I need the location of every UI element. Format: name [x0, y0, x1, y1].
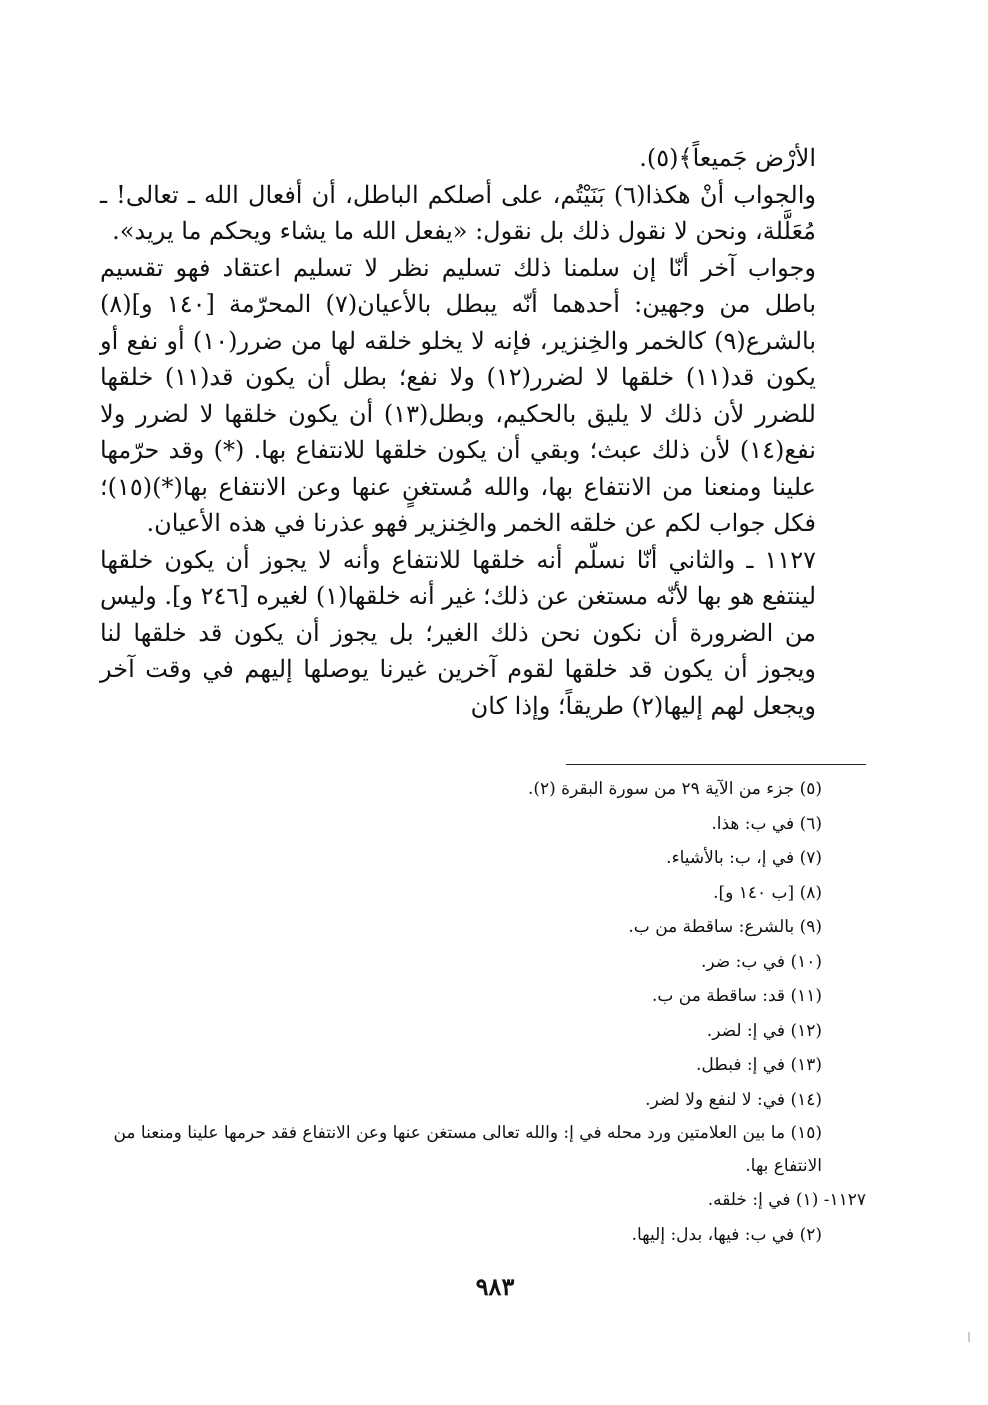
footnote-9: (٩) بالشرع: ساقطة من ب. — [628, 917, 822, 937]
page-number: ٩٨٣ — [475, 1272, 515, 1301]
footnote-8: (٨) [ب ١٤٠ و]. — [713, 882, 822, 903]
footnotes — [96, 772, 866, 1252]
footnote-7: (٧) في إ، ب: بالأشياء. — [666, 848, 822, 868]
footnote-10: (١٠) في ب: ضر. — [701, 951, 822, 972]
main-text — [100, 140, 816, 724]
paragraph-1127: ١١٢٧ ـ والثاني أنّا نسلّم أنه خلقها للانتفاع وأنه لا يجوز أن يكون خلقها لينتفع هو بها لأنّه مستغن عن ذلك؛ غير أنه خلقها(١) لغيره [٢٤٦ و]. وليس من الضرورة أن نكون نحن ذلك الغير؛ بل يجوز أن يكون قد خلقها لنا ويجوز أن يكون قد خلقها لقوم آخرين غيرنا يوصلها إليهم في وقت آخر ويجعل لهم إليها(٢) طريقاً؛ وإذا كان — [100, 545, 817, 720]
paragraph-first-answer: والجواب أنْ هكذا(٦) بَنَيْتُم، على أصلكم الباطل، أن أفعال الله ـ تعالى! ـ مُعَلَّلة، ونحن لا نقول ذلك بل نقول: «يفعل الله ما يشاء ويحكم ما يريد». — [100, 180, 816, 245]
scan-mark — [968, 1332, 970, 1342]
paragraph-verse-end: الأرْض جَميعاً﴾(٥). — [639, 144, 816, 172]
footnote-1127-2: (٢) في ب: فيها، بدل: إليها. — [631, 1224, 822, 1245]
footnote-15: (١٥) ما بين العلامتين ورد محله في إ: والله تعالى مستغن عنها وعن الانتفاع فقد حرمها علينا ومنعنا من الانتفاع بها. — [113, 1123, 822, 1176]
paragraph-second-answer: وجواب آخر أنّا إن سلمنا ذلك تسليم نظر لا تسليم اعتقاد فهو تقسيم باطل من وجهين: أحدهما أنّه يبطل بالأعيان(٧) المحرّمة [١٤٠ و](٨) بالشرع(٩) كالخمر والخِنزير، فإنه لا يخلو خلقه لها من ضرر(١٠) أو نفع أو يكون قد(١١) خلقها لا لضرر(١٢) ولا نفع؛ بطل أن يكون قد(١١) خلقها للضرر لأن ذلك لا يليق بالحكيم، وبطل(١٣) أن يكون خلقها لا لضرر ولا نفع(١٤) لأن ذلك عبث؛ وبقي أن يكون خلقها للانتفاع بها. (*) وقد حرّمها علينا ومنعنا من الانتفاع بها، والله مُستغنٍ عنها وعن الانتفاع بها(*)(١٥)؛ فكل جواب لكم عن خلقه الخمر والخِنزير فهو عذرنا في هذه الأعيان. — [100, 253, 817, 537]
footnote-14: (١٤) في: لا لنفع ولا لضر. — [645, 1089, 822, 1110]
footnote-13: (١٣) في إ: فبطل. — [696, 1055, 822, 1075]
footnote-1127-1: ١١٢٧- (١) في إ: خلقه. — [707, 1190, 866, 1210]
footnote-12: (١٢) في إ: لضر. — [706, 1020, 822, 1041]
footnote-separator — [566, 764, 866, 765]
footnote-6: (٦) في ب: هذا. — [711, 813, 822, 834]
footnote-11: (١١) قد: ساقطة من ب. — [652, 986, 822, 1006]
footnote-5: (٥) جزء من الآية ٢٩ من سورة البقرة (٢). — [527, 779, 822, 799]
